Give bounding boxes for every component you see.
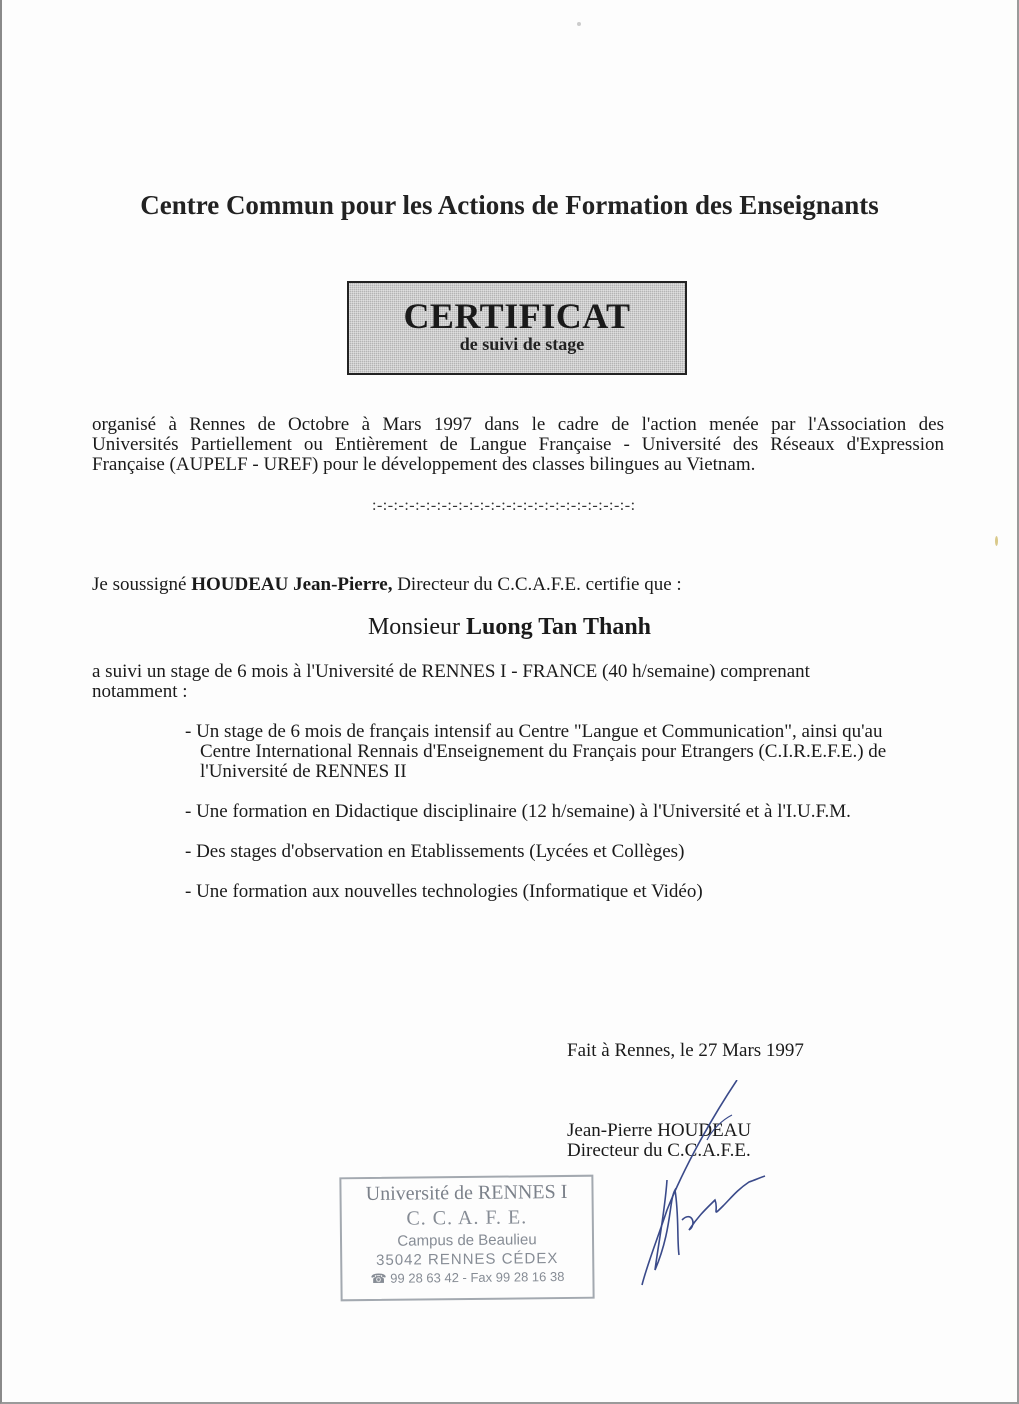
certificate-subtitle: de suivi de stage: [459, 334, 585, 354]
list-item-line: - Des stages d'observation en Etablissements (Lycées et Collèges): [185, 841, 685, 862]
list-item: [185, 882, 945, 902]
recipient-line: [2, 614, 1017, 641]
list-item: [185, 842, 945, 862]
list-item-line: - Une formation aux nouvelles technologies (Informatique et Vidéo): [185, 881, 703, 902]
list-item: [185, 722, 945, 782]
attestation-prefix: Je soussigné: [92, 574, 187, 595]
stamp-line: Université de RENNES I: [365, 1180, 568, 1206]
stage-paragraph: [92, 662, 892, 702]
organization-heading: Centre Commun pour les Actions de Formation des Enseignants: [140, 190, 879, 220]
course-list: [185, 722, 945, 922]
intro-paragraph: [92, 415, 944, 475]
signer-title: Directeur du C.C.A.F.E.: [567, 1140, 751, 1161]
attestation-suffix: Directeur du C.C.A.F.E. certifie que :: [397, 574, 682, 595]
stage-line: notamment :: [92, 681, 188, 702]
official-stamp: [339, 1175, 594, 1302]
intro-line: Universités Partiellement ou Entièrement de Langue Française - Université des Réseaux d'Expression: [92, 434, 944, 455]
list-item: [185, 802, 945, 822]
list-item-line: - Une formation en Didactique disciplinaire (12 h/semaine) à l'Université et à l'I.U.F.M.: [185, 801, 851, 822]
decorative-divider: :-:-:-:-:-:-:-:-:-:-:-:-:-:-:-:-:-:-:-:-:-:-:-:-:: [372, 497, 636, 514]
handwritten-signature: [637, 1080, 777, 1290]
certificate-title-box: [347, 281, 687, 375]
signatory-name: HOUDEAU Jean-Pierre,: [191, 574, 393, 595]
stamp-line: C. C. A. F. E.: [406, 1206, 528, 1230]
intro-line: Française (AUPELF - UREF) pour le développement des classes bilingues au Vietnam.: [92, 454, 756, 475]
stamp-line: Campus de Beaulieu: [397, 1231, 537, 1250]
recipient-name: Luong Tan Thanh: [465, 614, 652, 640]
recipient-title: Monsieur: [367, 614, 460, 640]
stamp-line: 35042 RENNES CÉDEX: [376, 1250, 559, 1269]
paper-speck: [577, 22, 581, 26]
intro-line: organisé à Rennes de Octobre à Mars 1997 dans le cadre de l'action menée par l'Association des: [92, 414, 944, 435]
stamp-line: ☎ 99 28 63 42 - Fax 99 28 16 38: [370, 1268, 565, 1287]
list-item-line: l'Université de RENNES II: [200, 761, 407, 782]
list-item-line: Centre International Rennais d'Enseignement du Français pour Etrangers (C.I.R.E.F.E.) de: [200, 741, 887, 762]
stage-line: a suivi un stage de 6 mois à l'Université de RENNES I - FRANCE (40 h/semaine) comprenant: [92, 661, 810, 682]
attestation-line: [92, 574, 682, 596]
list-item-line: - Un stage de 6 mois de français intensif au Centre "Langue et Communication", ainsi qu'au: [185, 721, 883, 742]
place-date: Fait à Rennes, le 27 Mars 1997: [567, 1040, 804, 1061]
signer-name: Jean-Pierre HOUDEAU: [567, 1120, 752, 1141]
certificate-title: CERTIFICAT: [403, 296, 631, 336]
paper-speck: [995, 536, 998, 546]
